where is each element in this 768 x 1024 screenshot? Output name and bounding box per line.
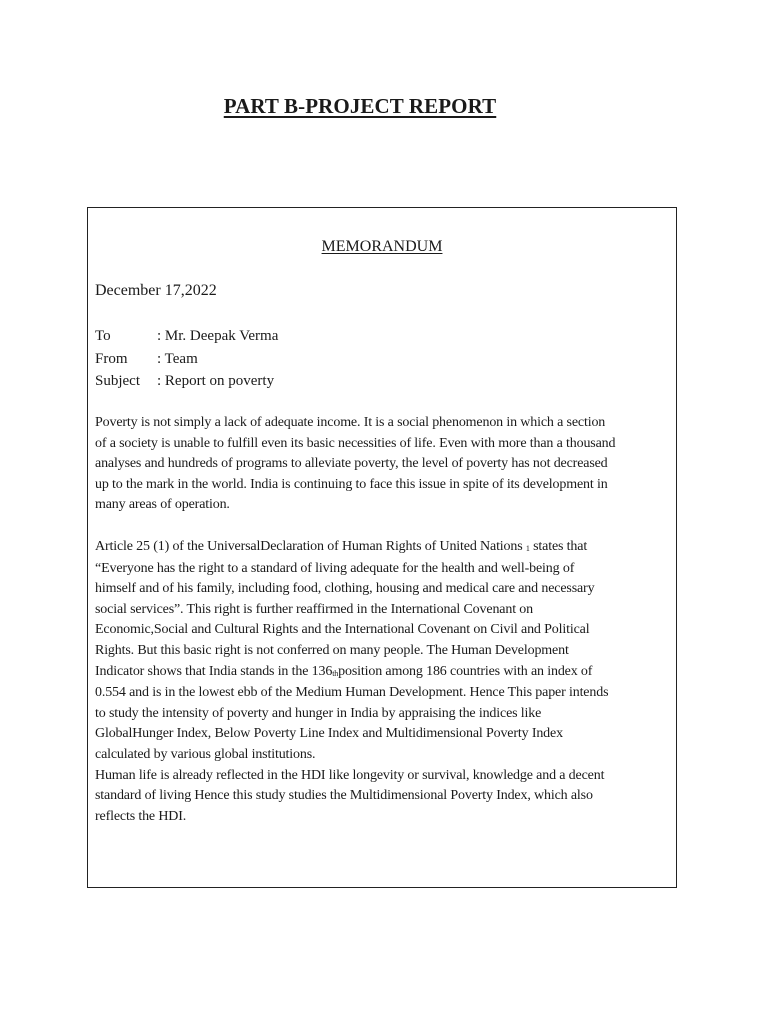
memo-date: December 17,2022	[95, 282, 217, 299]
body-line: Poverty is not simply a lack of adequate income. It is a social phenomenon in which a section	[95, 415, 606, 430]
memo-field-to	[95, 325, 278, 348]
memo-field-subject	[95, 370, 278, 393]
body-text: Article 25 (1) of the UniversalDeclaration of Human Rights of United Nations	[95, 538, 523, 554]
body-line: standard of living Hence this study studies the Multidimensional Poverty Index, which also	[95, 788, 593, 804]
body-line: GlobalHunger Index, Below Poverty Line Index and Multidimensional Poverty Index	[95, 726, 563, 742]
body-line: Economic,Social and Cultural Rights and the International Covenant on Civil and Political	[95, 622, 590, 638]
body-line: himself and of his family, including food, clothing, housing and medical care and necessary	[95, 581, 595, 597]
field-label: Subject	[95, 373, 140, 389]
body-line: to study the intensity of poverty and hunger in India by appraising the indices like	[95, 705, 542, 721]
memorandum-box	[87, 207, 677, 888]
body-line: Human life is already reflected in the HDI like longevity or survival, knowledge and a decent	[95, 767, 605, 783]
body-line	[95, 662, 675, 684]
body-line: reflects the HDI.	[95, 808, 187, 824]
body-line: up to the mark in the world. India is continuing to face this issue in spite of its development in	[95, 476, 608, 492]
body-line: “Everyone has the right to a standard of living adequate for the health and well-being of	[95, 560, 575, 576]
field-label: To	[95, 328, 111, 344]
body-line: analyses and hundreds of programs to alleviate poverty, the level of poverty has not decreased	[95, 456, 608, 472]
body-line: calculated by various global institutions.	[95, 746, 316, 762]
memo-header-fields	[95, 325, 278, 393]
footnote-ref: 1	[525, 543, 530, 553]
body-text: states that	[533, 538, 588, 554]
paragraph-gap	[95, 516, 675, 537]
body-line: social services”. This right is further reaffirmed in the International Covenant on	[95, 601, 534, 617]
memo-body	[95, 413, 675, 827]
body-line	[95, 537, 675, 559]
body-line: many areas of operation.	[95, 497, 230, 513]
ordinal-suffix: th	[332, 668, 339, 678]
body-line: Rights. But this basic right is not conferred on many people. The Human Development	[95, 642, 569, 658]
body-line: of a society is unable to fulfill even its basic necessities of life. Even with more than a thousand	[95, 435, 616, 451]
page-title: PART B-PROJECT REPORT	[223, 94, 497, 118]
field-value: : Report on poverty	[157, 373, 275, 389]
body-text: Indicator shows that India stands in the 136	[95, 663, 333, 679]
memo-heading: MEMORANDUM	[321, 238, 443, 255]
field-label: From	[95, 350, 128, 367]
field-value: : Mr. Deepak Verma	[157, 328, 279, 344]
memo-field-from	[95, 348, 278, 371]
body-text: position among 186 countries with an index of	[338, 663, 593, 679]
field-value: : Team	[157, 350, 198, 367]
body-line: 0.554 and is in the lowest ebb of the Medium Human Development. Hence This paper intends	[95, 685, 609, 701]
